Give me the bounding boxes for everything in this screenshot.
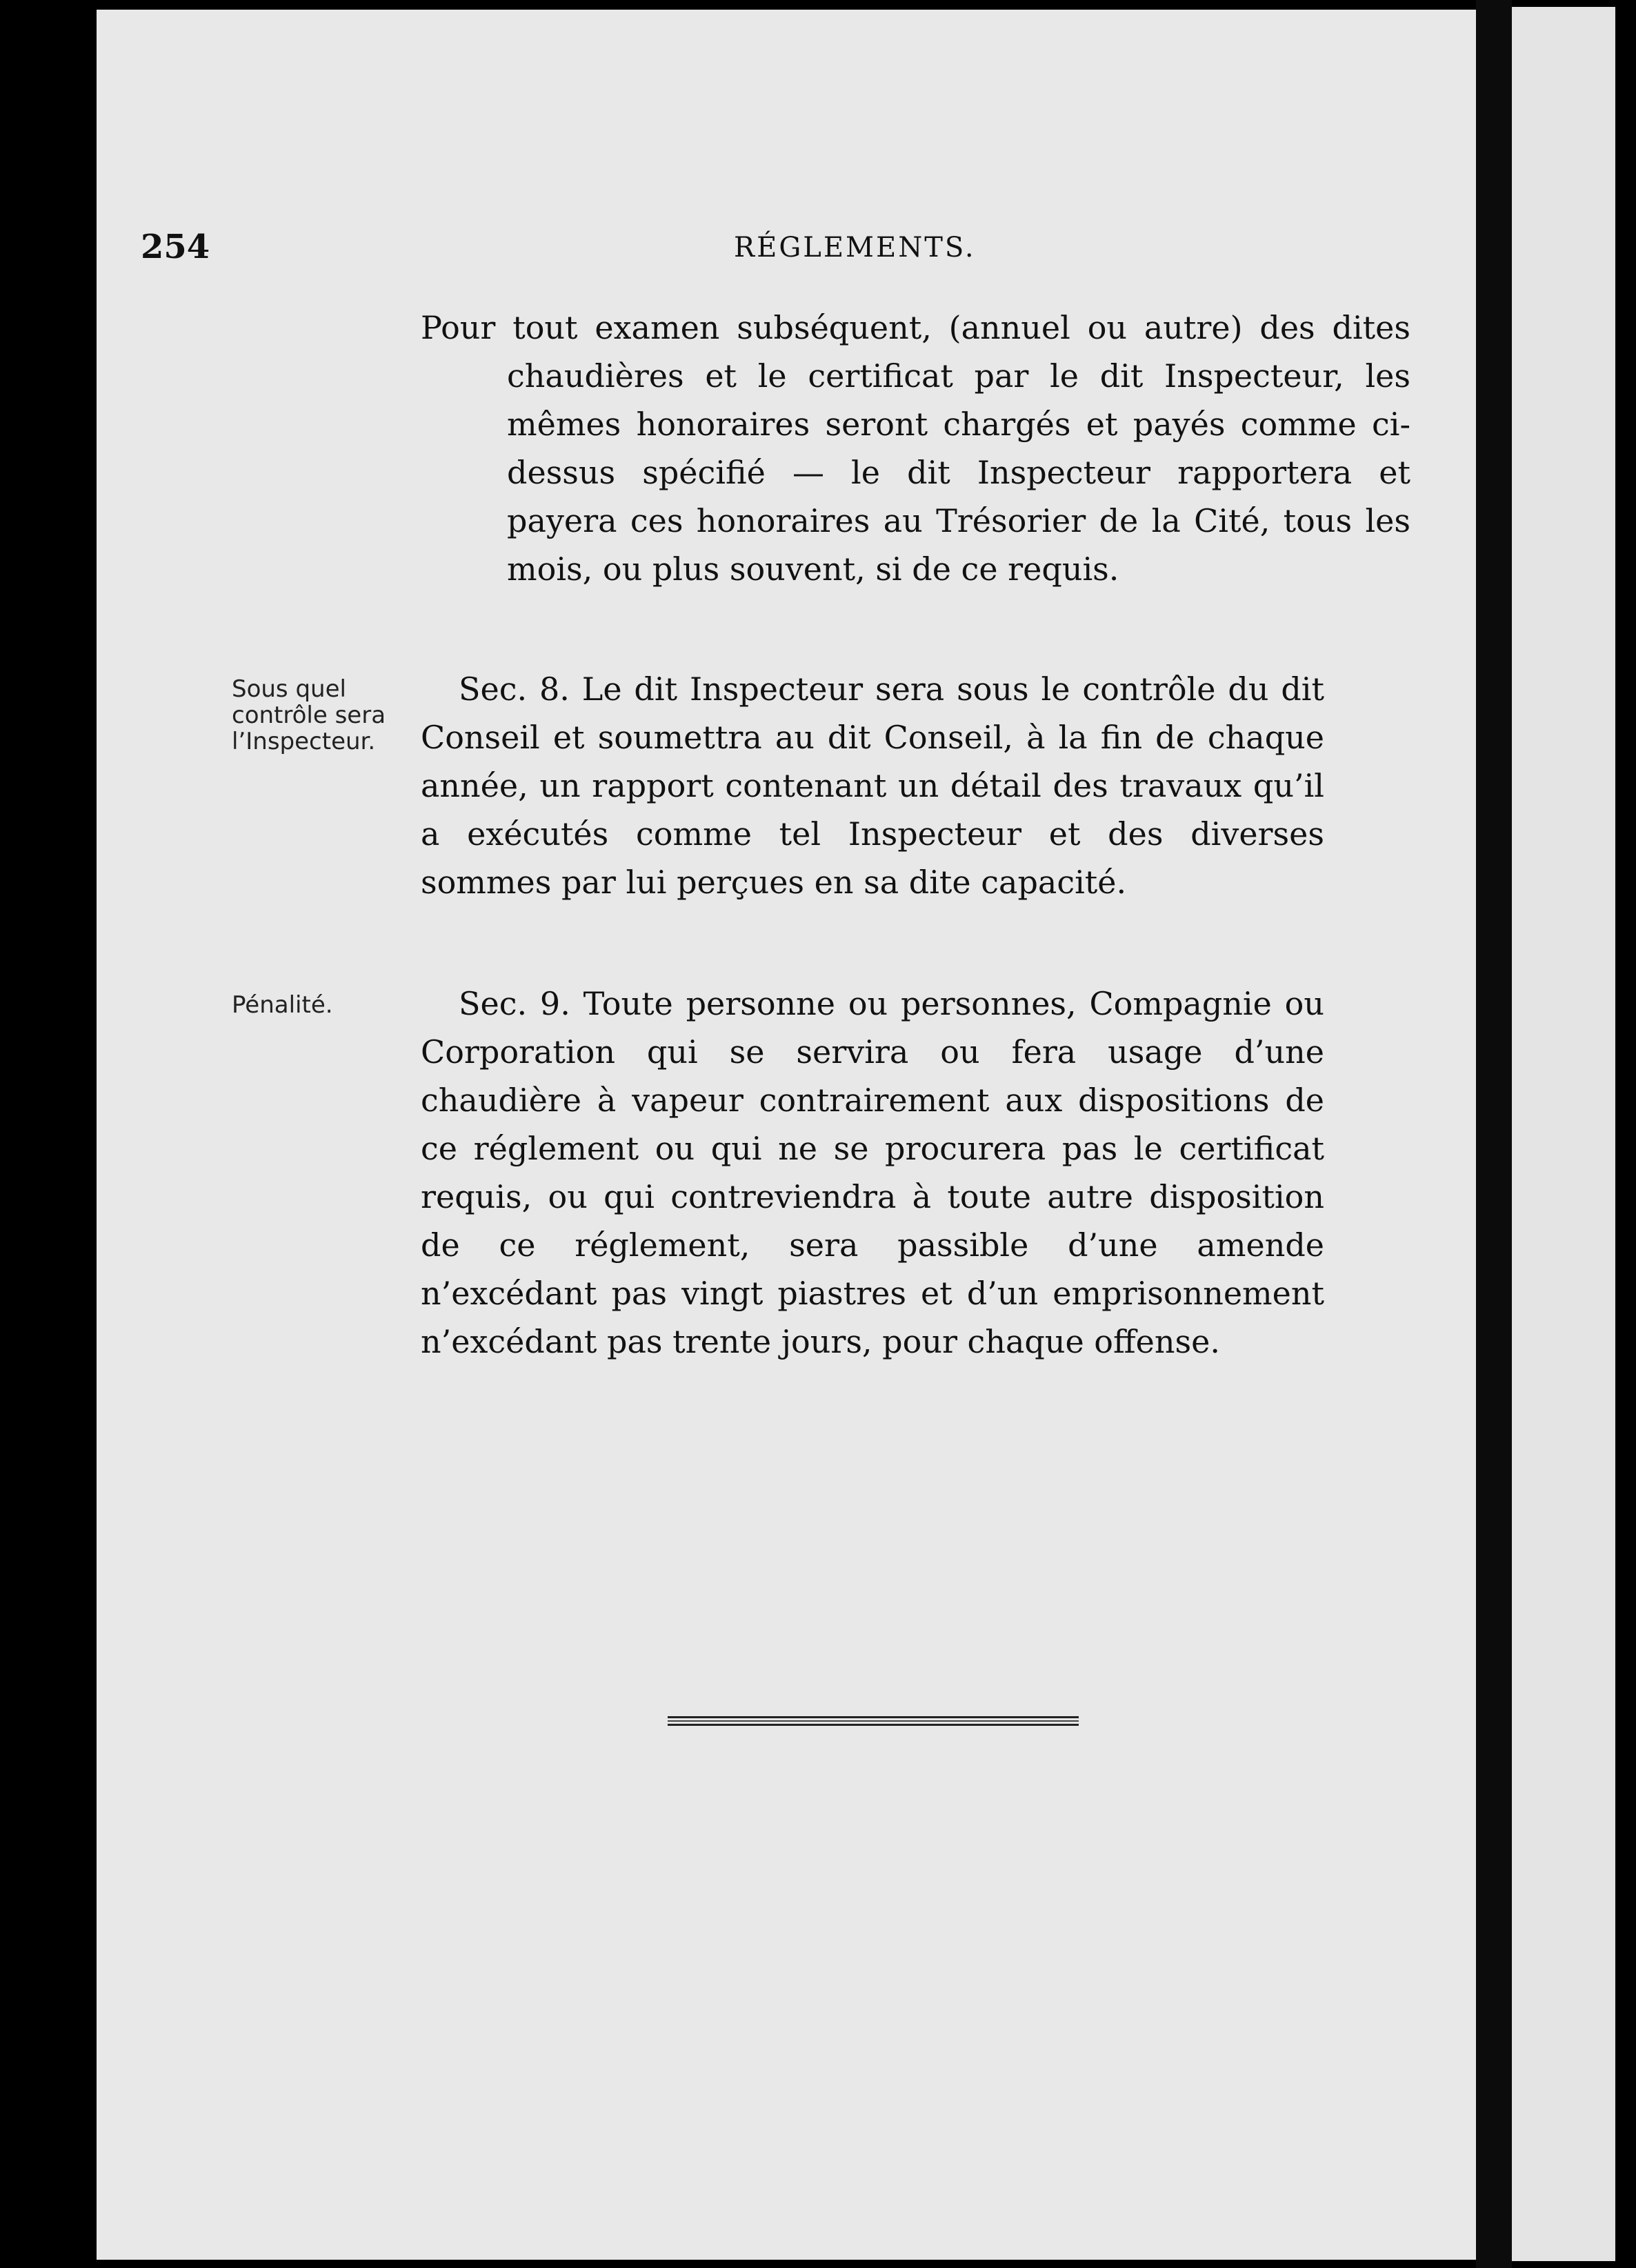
paragraph-fees: Pour tout examen subséquent, (annuel ou autre) des dites chaudières et le certificat par le dit Inspecteur, les mêmes honoraires seront chargés et payés comme ci-dessus spécifié — le dit Inspecteur rapportera et payera ces honoraires au Trésorier de la Cité, tous les mois, ou plus souvent, si de ce requis. [421, 309, 1410, 588]
running-title: RÉGLEMENTS. [734, 232, 976, 263]
paragraph-section-8: Sec. 8. Le dit Inspecteur sera sous le contrôle du dit Conseil et soumettra au dit Conseil, à la fin de chaque année, un rapport contenant un détail des travaux qu’il a exécutés comme tel Inspecteur et des diverses sommes par lui perçues en sa dite capacité. [421, 670, 1324, 901]
running-head [141, 228, 1355, 276]
margin-note-control: Sous quel contrôle sera l’Inspecteur. [232, 675, 386, 755]
page-number: 254 [141, 228, 210, 266]
book-gutter [1476, 0, 1512, 2268]
section-end-rule [668, 1716, 1079, 1726]
margin-note-penalty: Pénalité. [232, 991, 333, 1019]
facing-page-edge [1512, 7, 1615, 2261]
paragraph-section-9: Sec. 9. Toute personne ou personnes, Compagnie ou Corporation qui se servira ou fera usage d’une chaudière à vapeur contrairement aux dispositions de ce réglement ou qui ne se procurera pas le certificat requis, ou qui contreviendra à toute autre disposition de ce réglement, sera passible d’une amende n’excédant pas vingt piastres et d’un emprisonnement n’excédant pas trente jours, pour chaque offense. [421, 985, 1324, 1360]
